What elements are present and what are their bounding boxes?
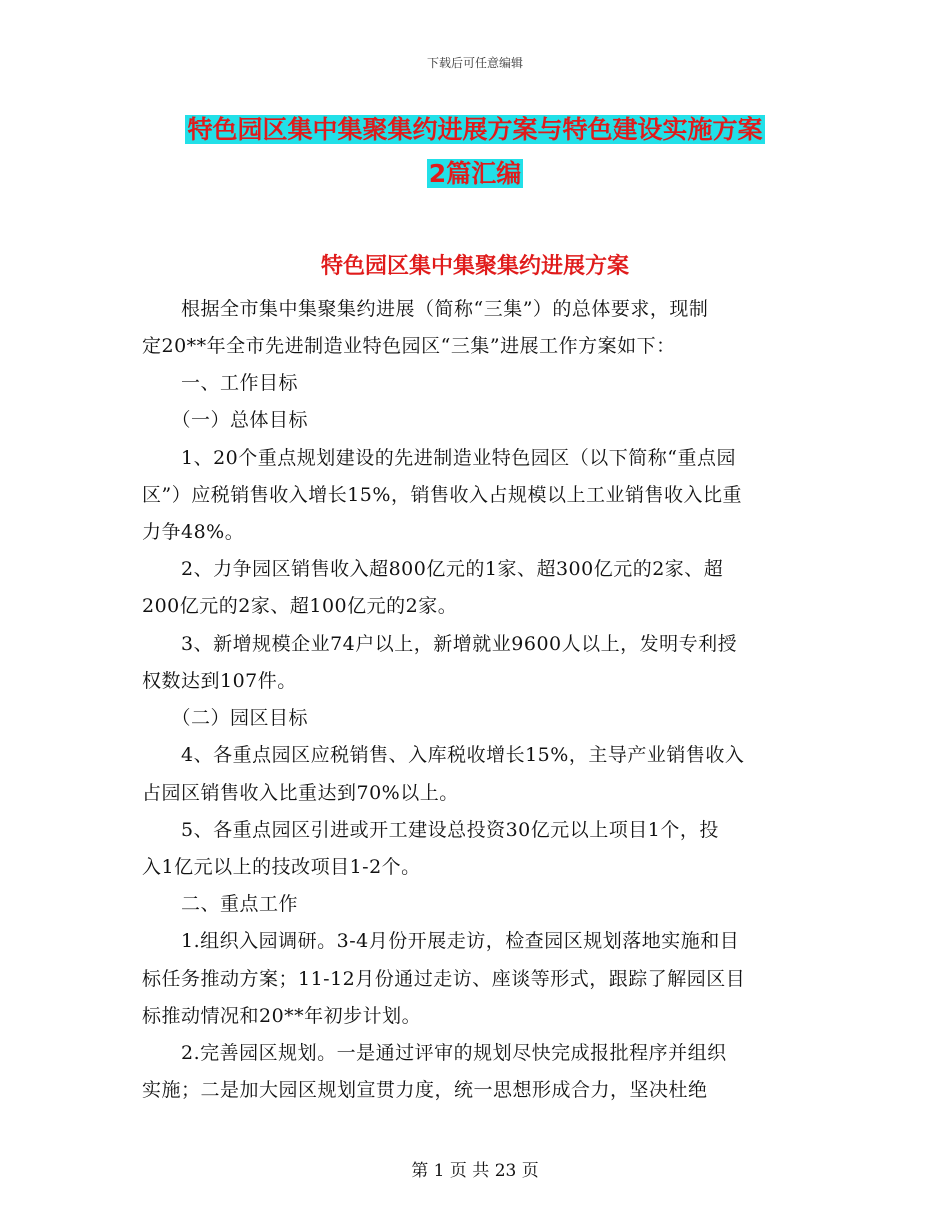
body-line: 入1亿元以上的技改项目1-2个。 xyxy=(142,856,421,878)
body-line: 标推动情况和20**年初步计划。 xyxy=(142,1005,422,1027)
body-line: 力争48%。 xyxy=(142,521,245,543)
body-line: 4、各重点园区应税销售、入库税收增长15%，主导产业销售收入 xyxy=(142,744,745,766)
body-line: 区”）应税销售收入增长15%，销售收入占规模以上工业销售收入比重 xyxy=(142,484,742,506)
body-line: （一）总体目标 xyxy=(142,409,309,431)
document-title-text-2: 2篇汇编 xyxy=(428,159,522,188)
section-title: 特色园区集中集聚集约进展方案 xyxy=(320,254,629,279)
body-line: 实施；二是加大园区规划宣贯力度，统一思想形成合力，坚决杜绝 xyxy=(142,1079,708,1101)
body-line: 1.组织入园调研。3-4月份开展走访，检查园区规划落地实施和目 xyxy=(142,930,740,952)
body-line: 2.完善园区规划。一是通过评审的规划尽快完成报批程序并组织 xyxy=(142,1042,727,1064)
body-line: （二）园区目标 xyxy=(142,707,309,729)
body-line: 2、力争园区销售收入超800亿元的1家、超300亿元的2家、超 xyxy=(142,558,724,580)
body-line: 权数达到107件。 xyxy=(142,670,297,692)
body-line: 二、重点工作 xyxy=(142,893,299,915)
body-line: 1、20个重点规划建设的先进制造业特色园区（以下简称“重点园 xyxy=(142,447,736,469)
body-line: 200亿元的2家、超100亿元的2家。 xyxy=(142,595,458,617)
header-note: 下载后可任意编辑 xyxy=(426,56,523,70)
body-line: 3、新增规模企业74户以上，新增就业9600人以上，发明专利授 xyxy=(142,633,738,655)
document-title-text-1: 特色园区集中集聚集约进展方案与特色建设实施方案 xyxy=(187,115,763,144)
page-footer: 第 1 页 共 23 页 xyxy=(411,1161,539,1181)
body-line: 一、工作目标 xyxy=(142,372,299,394)
body-line: 定20**年全市先进制造业特色园区“三集”进展工作方案如下： xyxy=(142,335,676,357)
body-line: 根据全市集中集聚集约进展（简称“三集”）的总体要求，现制 xyxy=(142,298,709,320)
document-title-line-1 xyxy=(0,114,950,146)
body-line: 占园区销售收入比重达到70%以上。 xyxy=(142,782,459,804)
document-title-line-2 xyxy=(0,158,950,190)
body-line: 5、各重点园区引进或开工建设总投资30亿元以上项目1个，投 xyxy=(142,819,719,841)
body-line: 标任务推动方案；11-12月份通过走访、座谈等形式，跟踪了解园区目 xyxy=(142,968,746,990)
